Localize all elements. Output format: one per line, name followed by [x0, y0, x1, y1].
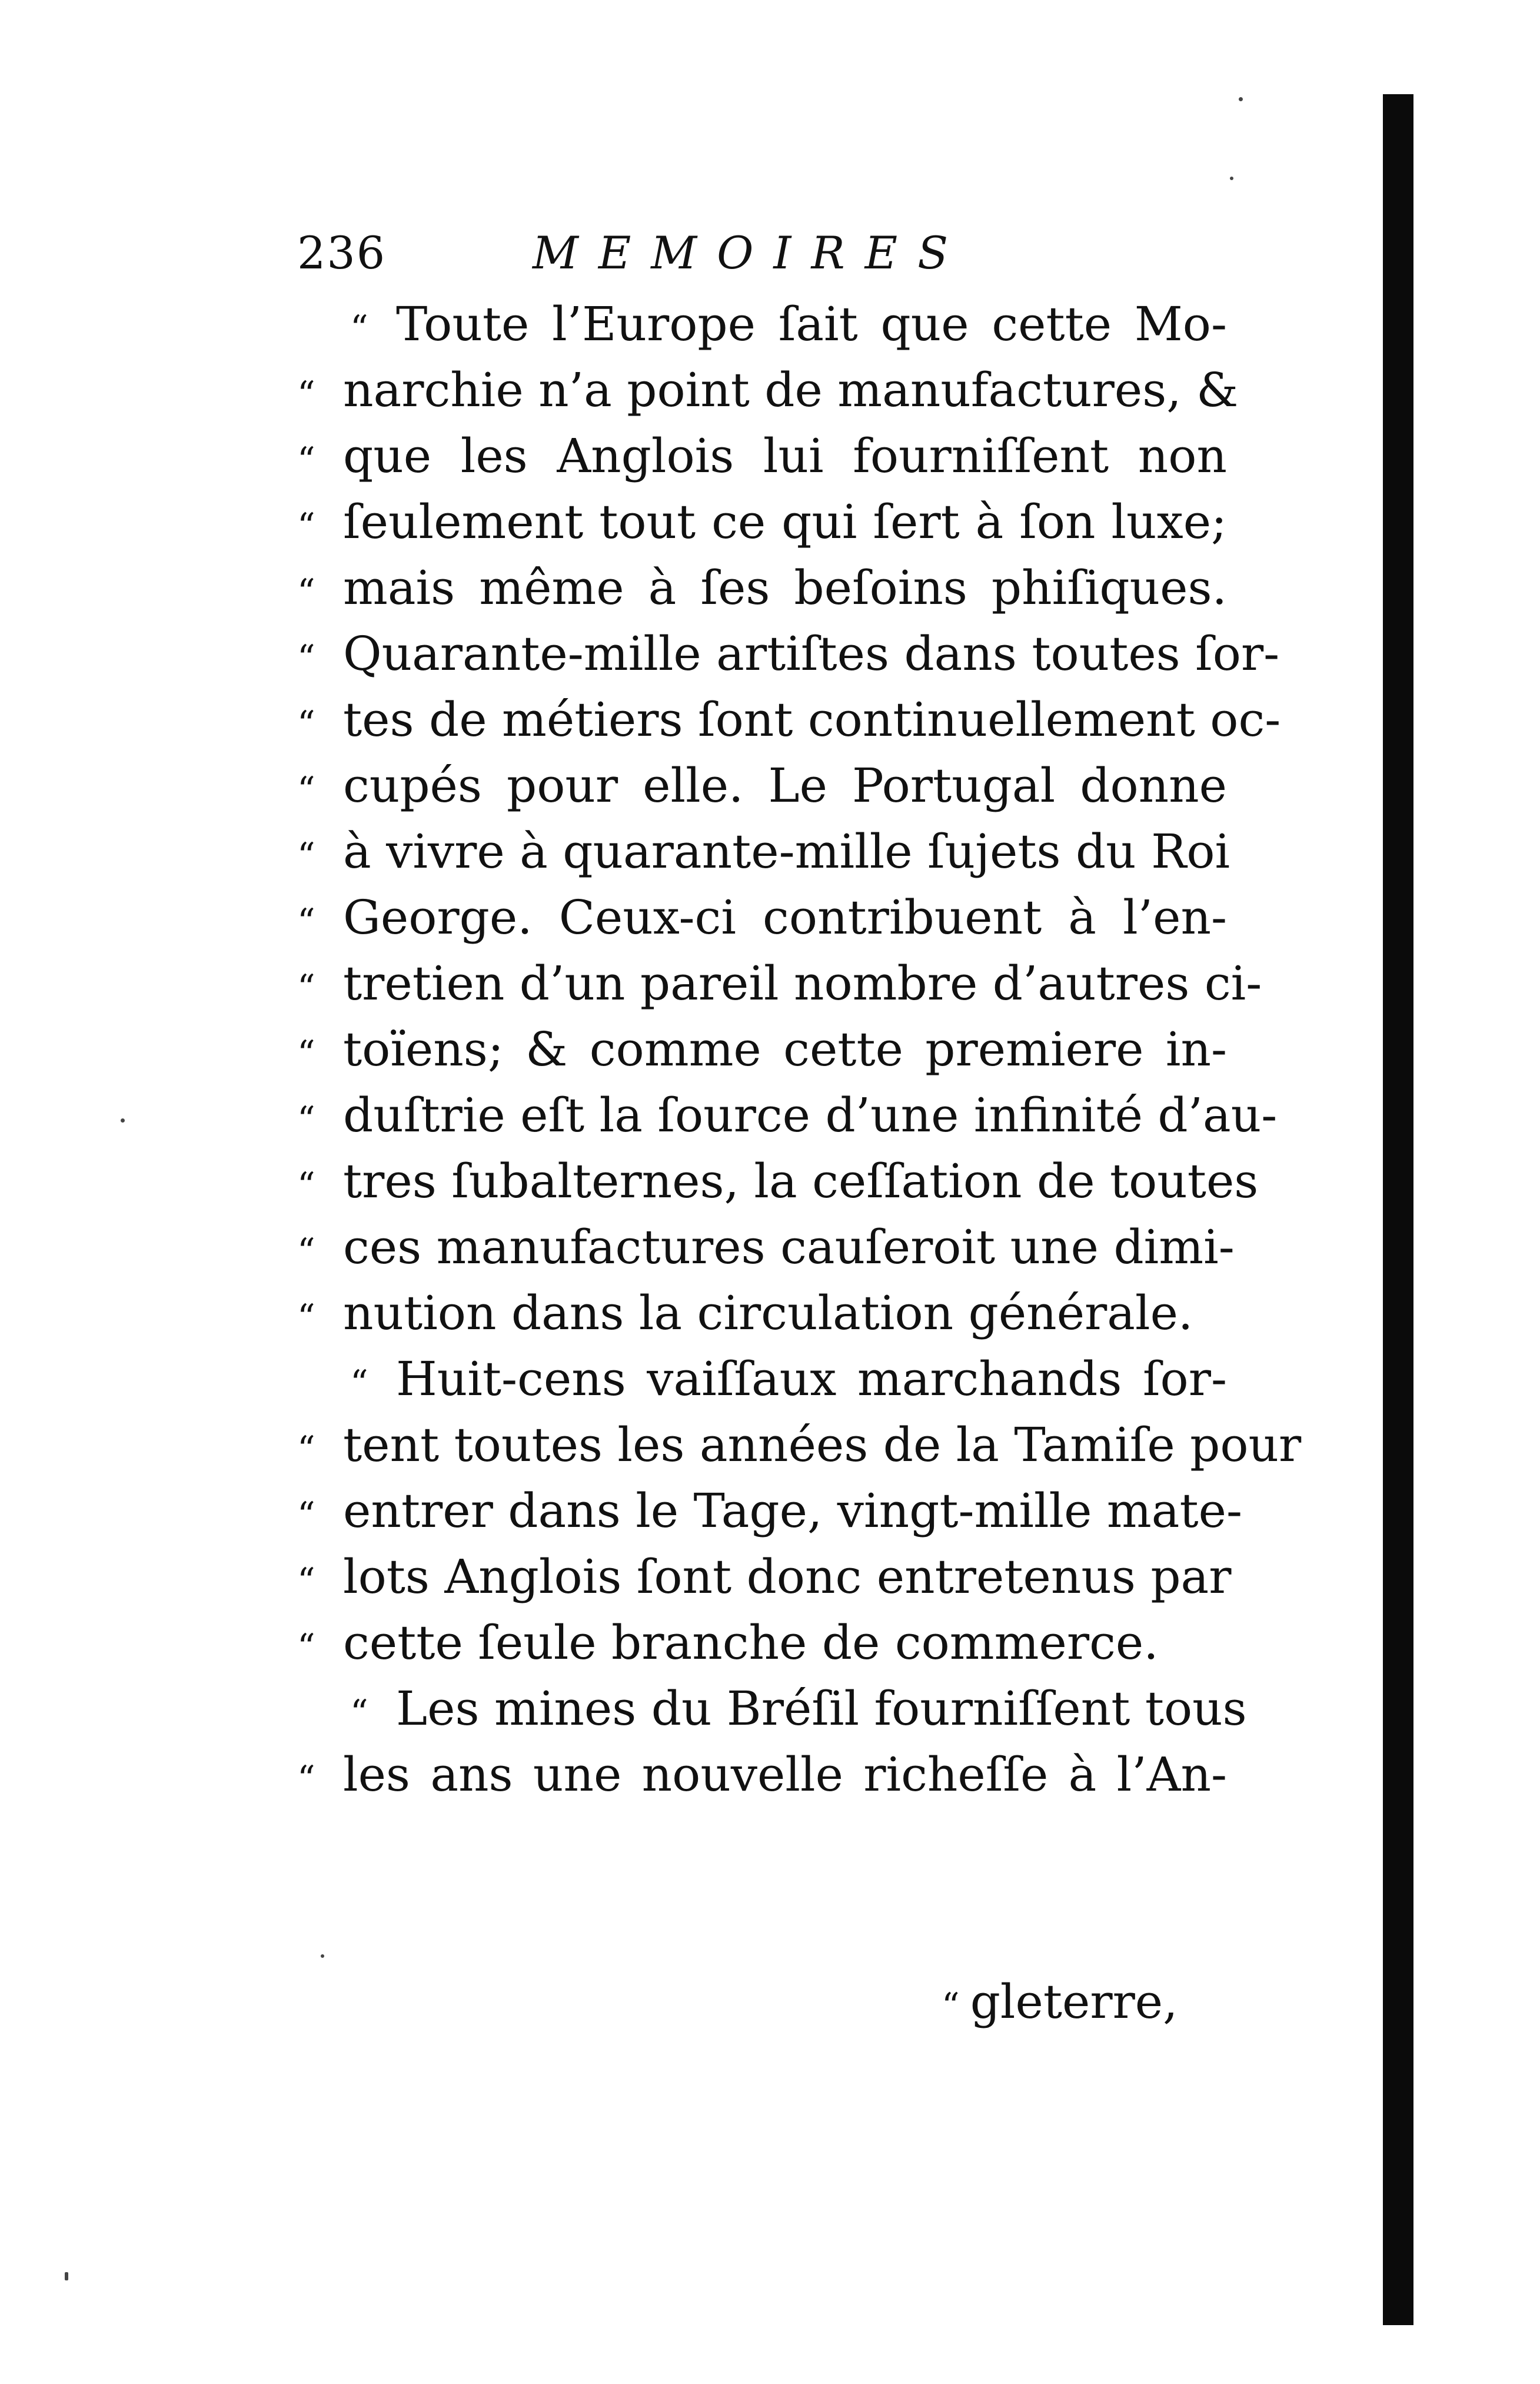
text-line: [297, 885, 1227, 951]
line-text: narchie n’a point de manufactures, &: [343, 363, 1239, 417]
text-line: [297, 1017, 1227, 1083]
line-text: duſtrie eſt la ſource d’une infinité d’au-: [343, 1088, 1278, 1143]
quote-mark: “: [297, 572, 315, 613]
quote-mark: “: [297, 440, 315, 481]
quote-mark: “: [297, 1495, 315, 1536]
line-text: cupés pour elle. Le Portugal donne: [343, 758, 1227, 813]
ink-speck: [1230, 177, 1233, 180]
quote-mark: “: [297, 1560, 315, 1602]
quote-mark: “: [350, 1363, 368, 1404]
text-line: [297, 1148, 1259, 1214]
binding-shadow: [1383, 94, 1413, 2325]
text-line: [297, 555, 1227, 621]
ink-speck: [121, 1118, 125, 1123]
line-text: entrer dans le Tage, vingt-mille mate-: [343, 1483, 1242, 1538]
page-header: [297, 221, 1298, 285]
quote-mark: “: [297, 967, 315, 1008]
ink-speck: [321, 1954, 324, 1958]
page-number: 236: [297, 227, 387, 279]
line-text: mais même à ſes beſoins phiſiques.: [343, 560, 1227, 615]
text-line: [297, 1742, 1227, 1808]
text-line: [297, 951, 1262, 1017]
line-text: ſeulement tout ce qui ſert à ſon luxe;: [343, 494, 1227, 549]
line-text: tes de métiers ſont continuellement oc-: [343, 692, 1281, 747]
text-line: [297, 291, 1227, 357]
line-text: à vivre à quarante-mille ſujets du Roi: [343, 824, 1230, 879]
line-text: tent toutes les années de la Tamiſe pour: [343, 1417, 1302, 1472]
text-line: [297, 1412, 1302, 1478]
catchword: [942, 1969, 1178, 2039]
quote-mark: “: [297, 1231, 315, 1272]
quote-mark: “: [297, 637, 315, 679]
quote-mark: “: [297, 835, 315, 876]
quote-mark: “: [297, 1033, 315, 1074]
quote-mark: “: [942, 1985, 960, 2027]
quote-mark: “: [297, 1165, 315, 1206]
quote-mark: “: [297, 374, 315, 415]
line-text: tretien d’un pareil nombre d’autres ci-: [343, 956, 1262, 1011]
quote-mark: “: [297, 769, 315, 811]
ink-speck: [65, 2272, 68, 2280]
quote-mark: “: [350, 1692, 368, 1734]
line-text: lots Anglois ſont donc entretenus par: [343, 1549, 1232, 1604]
line-text: que les Anglois lui fourniſſent non: [343, 429, 1227, 483]
quote-mark: “: [297, 703, 315, 745]
text-line: [297, 1676, 1247, 1742]
line-text: Toute l’Europe ſait que cette Mo-: [396, 297, 1227, 351]
text-line: [297, 489, 1227, 555]
quote-mark: “: [297, 1626, 315, 1668]
text-line: [297, 1346, 1227, 1412]
text-line: [297, 1544, 1232, 1610]
quote-mark: “: [297, 1297, 315, 1338]
body-text: [297, 291, 1302, 1808]
quote-mark: “: [350, 308, 368, 349]
quote-mark: “: [297, 506, 315, 547]
text-line: [297, 1214, 1235, 1280]
text-line: [297, 1610, 1227, 1676]
line-text: nution dans la circulation générale.: [343, 1286, 1193, 1340]
text-line: [297, 753, 1227, 819]
text-line: [297, 1083, 1278, 1148]
line-text: ces manufactures cauſeroit une dimi-: [343, 1220, 1235, 1274]
line-text: Les mines du Bréſil fourniſſent tous: [396, 1681, 1247, 1736]
text-line: [297, 621, 1280, 687]
text-line: [297, 423, 1227, 489]
running-title: MEMOIRES: [533, 227, 969, 279]
catchword-text: gleterre,: [970, 1974, 1178, 2029]
line-text: les ans une nouvelle richeſſe à l’An-: [343, 1747, 1227, 1802]
text-line: [297, 1478, 1242, 1544]
line-text: Quarante-mille artiſtes dans toutes ſor-: [343, 626, 1280, 681]
text-line: [297, 1280, 1227, 1346]
text-line: [297, 819, 1230, 885]
line-text: toïens; & comme cette premiere in-: [343, 1022, 1227, 1077]
quote-mark: “: [297, 1758, 315, 1799]
quote-mark: “: [297, 901, 315, 942]
ink-speck: [1239, 97, 1243, 101]
line-text: cette ſeule branche de commerce.: [343, 1615, 1159, 1670]
quote-mark: “: [297, 1429, 315, 1470]
line-text: George. Ceux-ci contribuent à l’en-: [343, 890, 1227, 945]
line-text: Huit-cens vaiſſaux marchands ſor-: [396, 1352, 1227, 1406]
text-line: [297, 357, 1239, 423]
text-line: [297, 687, 1281, 753]
line-text: tres ſubalternes, la ceſſation de toutes: [343, 1154, 1259, 1208]
quote-mark: “: [297, 1099, 315, 1140]
